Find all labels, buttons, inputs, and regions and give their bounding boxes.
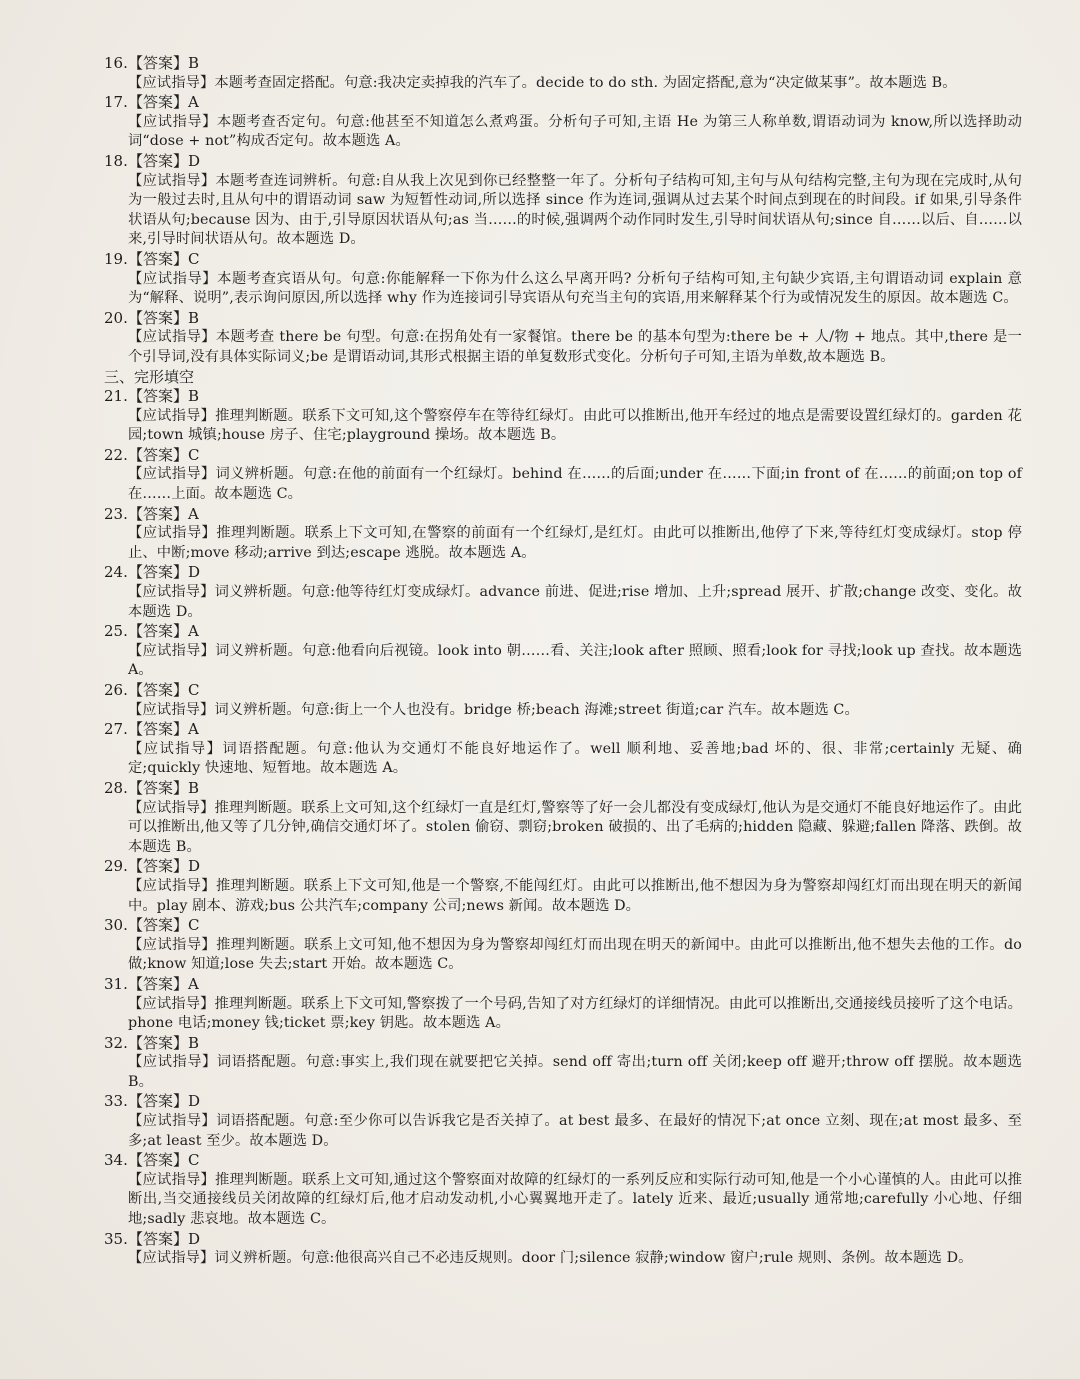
answer-item [104, 857, 1022, 916]
explanation-text: 【应试指导】词语搭配题。句意:他认为交通灯不能良好地运作了。well 顺利地、妥善地;bad 坏的、很、非常;certainly 无疑、确定;quickly 快速地、短暂地。故本题选 A。 [128, 740, 1022, 777]
answer-line [104, 152, 1022, 172]
answer-item [104, 779, 1022, 857]
answer-list-cloze [104, 387, 1022, 1269]
explanation-text: 【应试指导】推理判断题。联系上下文可知,他是一个警察,不能闯红灯。由此可以推断出,他不想因为身为警察却闯红灯而出现在明天的新闻中。play 剧本、游戏;bus 公共汽车;company 公司;news 新闻。故本题选 D。 [128, 877, 1022, 914]
question-number: 30. [104, 916, 128, 935]
answer-text: 【答案】D [128, 563, 201, 582]
question-number: 17. [104, 93, 128, 112]
explanation-text: 【应试指导】推理判断题。联系上文可知,这个红绿灯一直是红灯,警察等了好一会儿都没有变成绿灯,他认为是交通灯不能良好地运作了。由此可以推断出,他又等了几分钟,确信交通灯坏了。stolen 偷窃、剽窃;broken 破损的、出了毛病的;hidden 隐藏、躲避;fallen 降落、跌倒。故本题选 B。 [128, 799, 1022, 855]
question-number: 32. [104, 1033, 128, 1052]
answer-text: 【答案】D [128, 1092, 201, 1111]
answer-item [104, 446, 1022, 505]
question-number: 21. [104, 387, 128, 406]
question-number: 35. [104, 1229, 128, 1248]
question-number: 24. [104, 563, 128, 582]
answer-line [104, 1230, 1022, 1250]
question-number: 34. [104, 1151, 128, 1170]
answer-text: 【答案】D [128, 1229, 201, 1248]
explanation-text: 【应试指导】推理判断题。联系上文可知,通过这个警察面对故障的红绿灯的一系列反应和实际行动可知,他是一个小心谨慎的人。由此可以推断出,当交通接线员关闭故障的红绿灯后,他才启动发动机,小心翼翼地开走了。lately 近来、最近;usually 通常地;carefully 小心地、仔细地;sadly 悲哀地。故本题选 C。 [128, 1171, 1022, 1228]
answer-line [104, 387, 1022, 407]
answer-line [104, 250, 1022, 270]
question-number: 28. [104, 778, 128, 797]
explanation-text: 【应试指导】词义辨析题。句意:他看向后视镜。look into 朝……看、关注;look after 照顾、照看;look for 寻找;look up 查找。故本题选 A。 [128, 642, 1022, 679]
explanation-text: 【应试指导】推理判断题。联系上下文可知,在警察的前面有一个红绿灯,是红灯。由此可以推断出,他停了下来,等待红灯变成绿灯。stop 停止、中断;move 移动;arrive 到达;escape 逃脱。故本题选 A。 [128, 525, 1022, 561]
answer-line [104, 309, 1022, 329]
answer-text: 【答案】C [128, 916, 200, 935]
answer-line [104, 720, 1022, 740]
answer-text: 【答案】B [128, 54, 200, 72]
answer-line [104, 975, 1022, 995]
answer-text: 【答案】C [128, 249, 200, 268]
explanation-text: 【应试指导】词义辨析题。句意:街上一个人也没有。bridge 桥;beach 海滩;street 街道;car 汽车。故本题选 C。 [128, 701, 859, 718]
question-number: 29. [104, 857, 128, 876]
question-number: 26. [104, 681, 128, 699]
question-number: 18. [104, 151, 128, 170]
answer-item [104, 1034, 1022, 1093]
explanation-text: 【应试指导】词语搭配题。句意:至少你可以告诉我它是否关掉了。at best 最多、在最好的情况下;at once 立刻、现在;at most 最多、至多;at least 至少。故本题选 D。 [128, 1113, 1022, 1149]
explanation-text: 【应试指导】本题考查固定搭配。句意:我决定卖掉我的汽车了。decide to do sth. 为固定搭配,意为“决定做某事”。故本题选 B。 [128, 74, 957, 91]
answer-item [104, 387, 1022, 446]
answer-text: 【答案】B [128, 1033, 200, 1052]
answer-text: 【答案】B [128, 778, 200, 797]
explanation-text: 【应试指导】本题考查否定句。句意:他甚至不知道怎么煮鸡蛋。分析句子可知,主语 He 为第三人称单数,谓语动词为 know,所以选择助动词“dose + not”构成否定句。故本题选 A。 [128, 113, 1022, 150]
explanation-text: 【应试指导】词义辨析题。句意:在他的前面有一个红绿灯。behind 在……的后面;under 在……下面;in front of 在……的前面;on top of 在……上面。故本题选 C。 [128, 466, 1022, 503]
answer-item [104, 681, 1022, 720]
answer-text: 【答案】D [128, 857, 201, 876]
answer-text: 【答案】A [128, 720, 199, 739]
answer-text: 【答案】D [128, 151, 201, 170]
answer-line [104, 54, 1022, 74]
answer-item [104, 720, 1022, 779]
question-number: 16. [104, 54, 128, 72]
question-number: 25. [104, 622, 128, 641]
question-number: 23. [104, 504, 128, 523]
answer-line [104, 505, 1022, 525]
answer-line [104, 681, 1022, 701]
answer-item [104, 505, 1022, 564]
question-number: 22. [104, 445, 128, 464]
explanation-text: 【应试指导】本题考查连词辨析。句意:自从我上次见到你已经整整一年了。分析句子结构可知,主句与从句结构完整,主句为现在完成时,从句为一般过去时,且从句中的谓语动词 saw 为短暂性动词,所以选择 since 作为连词,强调从过去某个时间点到现在的时间段。if 如果,引导条件状语从句;because 因为、由于,引导原因状语从句;as 当……的时候,强调两个动作同时发生,引导时间状语从句;since 自……以后、自……以来,引导时间状语从句。故本题选 D。 [128, 172, 1022, 248]
section-title: 三、完形填空 [104, 367, 195, 386]
answer-line [104, 916, 1022, 936]
answer-line [104, 1092, 1022, 1112]
explanation-text: 【应试指导】词语搭配题。句意:事实上,我们现在就要把它关掉。send off 寄出;turn off 关闭;keep off 避开;throw off 摆脱。故本题选 B。 [128, 1054, 1022, 1090]
explanation-text: 【应试指导】推理判断题。联系上下文可知,警察拨了一个号码,告知了对方红绿灯的详细情况。由此可以推断出,交通接线员接听了这个电话。phone 电话;money 钱;ticket 票;key 钥匙。故本题选 A。 [128, 995, 1022, 1032]
answer-item [104, 1151, 1022, 1229]
answer-line [104, 622, 1022, 642]
answer-line [104, 563, 1022, 583]
question-number: 33. [104, 1092, 128, 1111]
answer-line [104, 857, 1022, 877]
answer-line [104, 1034, 1022, 1054]
answer-item [104, 1230, 1022, 1269]
answer-item [104, 563, 1022, 622]
answer-item [104, 152, 1022, 250]
answer-text: 【答案】A [128, 504, 199, 523]
answer-item [104, 975, 1022, 1034]
explanation-text: 【应试指导】本题考查宾语从句。句意:你能解释一下你为什么这么早离开吗? 分析句子结构可知,主句缺少宾语,主句谓语动词 explain 意为“解释、说明”,表示询问原因,所以选择 why 作为连接词引导宾语从句充当主句的宾语,用来解释某个行为或情况发生的原因。故本题选 C。 [128, 270, 1022, 307]
explanation-text: 【应试指导】推理判断题。联系上文可知,他不想因为身为警察却闯红灯而出现在明天的新闻中。由此可以推断出,他不想失去他的工作。do 做;know 知道;lose 失去;start 开始。故本题选 C。 [128, 936, 1022, 973]
answer-text: 【答案】B [128, 308, 200, 327]
explanation-text: 【应试指导】推理判断题。联系下文可知,这个警察停车在等待红绿灯。由此可以推断出,他开车经过的地点是需要设置红绿灯的。garden 花园;town 城镇;house 房子、住宅;playground 操场。故本题选 B。 [128, 407, 1022, 444]
answer-item [104, 916, 1022, 975]
answer-line [104, 93, 1022, 113]
question-number: 20. [104, 308, 128, 327]
explanation-text: 【应试指导】本题考查 there be 句型。句意:在拐角处有一家餐馆。there be 的基本句型为:there be + 人/物 + 地点。其中,there 是一个引导词,没有具体实际词义;be 是谓语动词,其形式根据主语的单复数形式变化。分析句子可知,主语为单数,故本题选 B。 [128, 329, 1022, 365]
answer-item [104, 1092, 1022, 1151]
answer-item [104, 622, 1022, 681]
explanation-text: 【应试指导】词义辨析题。句意:他等待红灯变成绿灯。advance 前进、促进;rise 增加、上升;spread 展开、扩散;change 改变、变化。故本题选 D。 [128, 584, 1022, 620]
explanation-text: 【应试指导】词义辨析题。句意:他很高兴自己不必违反规则。door 门;silence 寂静;window 窗户;rule 规则、条例。故本题选 D。 [128, 1250, 973, 1267]
question-number: 31. [104, 974, 128, 993]
answer-text: 【答案】A [128, 93, 199, 112]
answer-line [104, 446, 1022, 466]
answer-text: 【答案】C [128, 681, 200, 699]
question-number: 19. [104, 249, 128, 268]
answer-line [104, 779, 1022, 799]
answer-text: 【答案】A [128, 974, 199, 993]
answer-item [104, 309, 1022, 368]
answer-item [104, 93, 1022, 152]
answer-text: 【答案】C [128, 445, 200, 464]
answer-item [104, 250, 1022, 309]
answer-text: 【答案】A [128, 622, 199, 641]
answer-text: 【答案】C [128, 1151, 200, 1170]
answer-text: 【答案】B [128, 387, 200, 406]
question-number: 27. [104, 720, 128, 739]
answer-line [104, 1151, 1022, 1171]
answer-item [104, 54, 1022, 93]
answer-list-grammar [104, 54, 1022, 368]
